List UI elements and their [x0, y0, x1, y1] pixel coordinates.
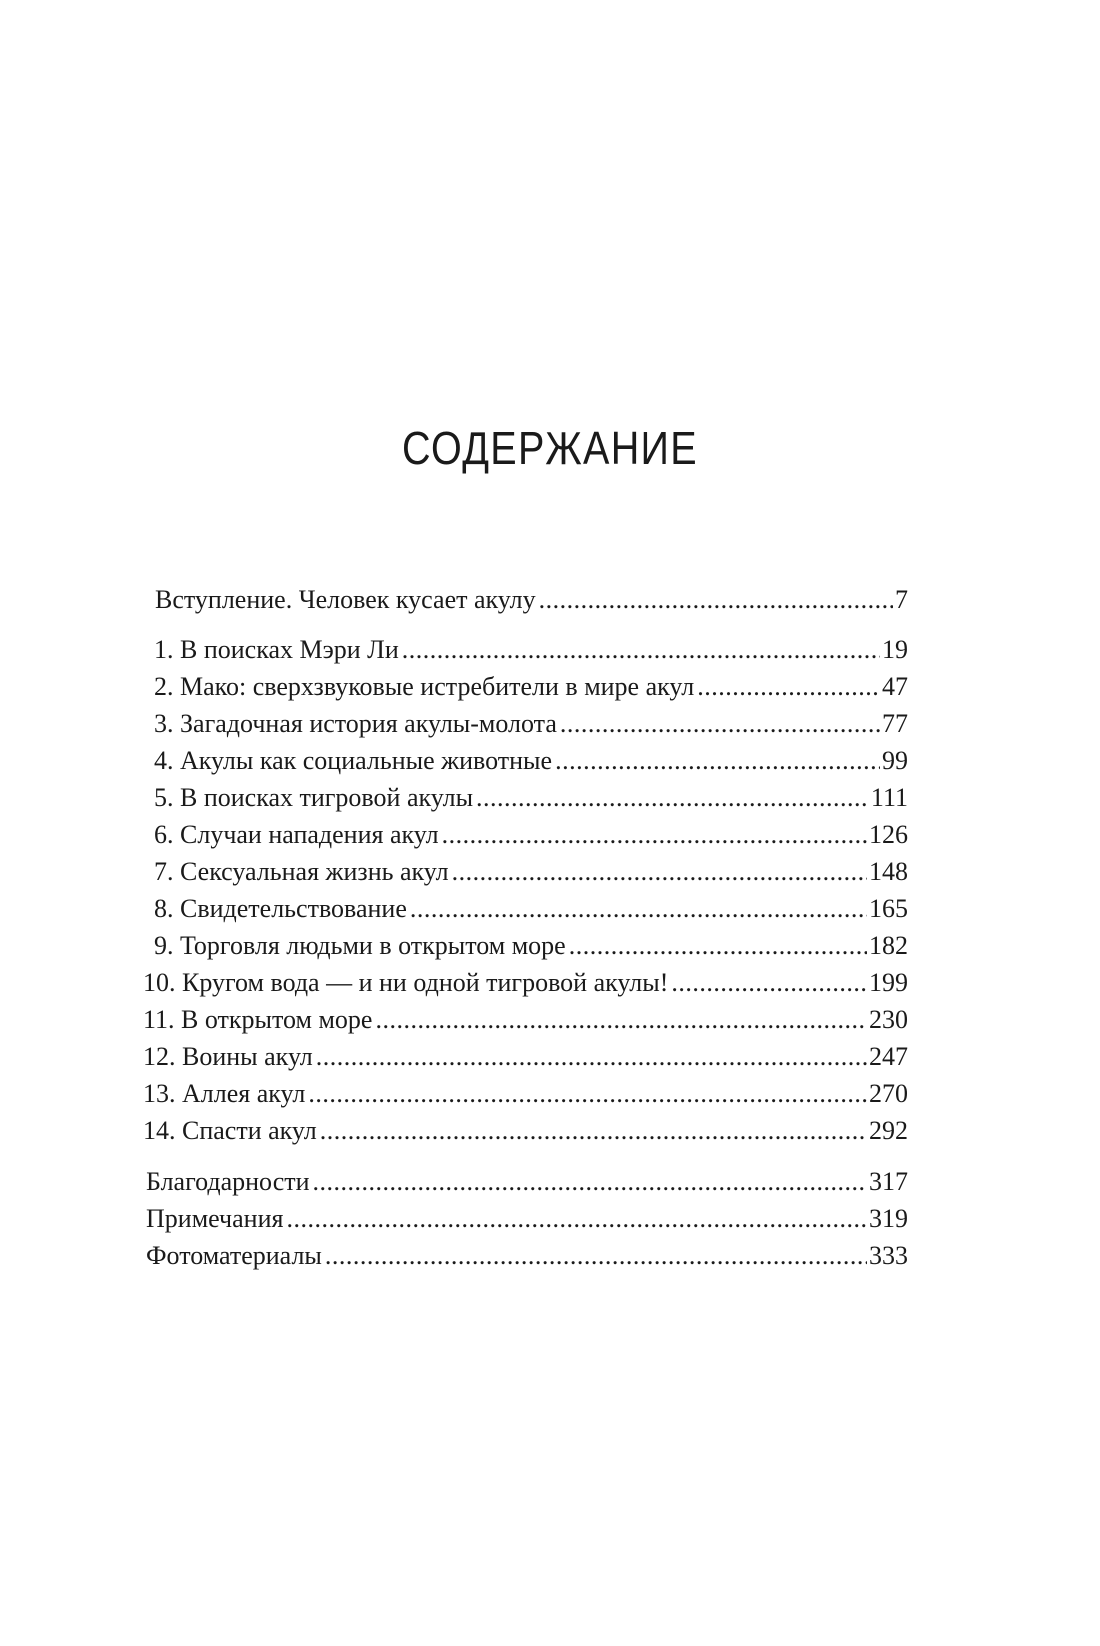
toc-entry-chapter-6[interactable] [154, 817, 908, 853]
toc-entry-chapter-11[interactable] [143, 1002, 908, 1038]
dot-leader [697, 669, 880, 705]
dot-leader [560, 706, 880, 742]
toc-entry-chapter-5[interactable] [154, 780, 908, 816]
toc-entry-label: 14. Спасти акул [143, 1116, 317, 1145]
dot-leader [671, 965, 867, 1001]
toc-entry-label: Фотоматериалы [146, 1241, 322, 1270]
toc-entry-label: 8. Свидетельствование [154, 894, 407, 923]
toc-entry-chapter-10[interactable] [143, 965, 908, 1001]
toc-entry-page: 99 [882, 746, 908, 775]
toc-entry-acknowledgements[interactable] [146, 1164, 908, 1200]
toc-entry-page: 77 [882, 709, 908, 738]
toc-entry-page: 230 [869, 1005, 908, 1034]
toc-entry-page: 7 [895, 585, 908, 614]
toc-entry-label: 10. Кругом вода — и ни одной тигровой акулы! [143, 968, 669, 997]
dot-leader [410, 891, 867, 927]
toc-entry-label: 9. Торговля людьми в открытом море [154, 931, 566, 960]
toc-entry-page: 292 [869, 1116, 908, 1145]
toc-entry-label: 5. В поисках тигровой акулы [154, 783, 474, 812]
dot-leader [313, 1164, 867, 1200]
toc-entry-page: 333 [869, 1241, 908, 1270]
dot-leader [569, 928, 867, 964]
toc-entry-label: 1. В поисках Мэри Ли [154, 635, 399, 664]
toc-entry-page: 148 [869, 857, 908, 886]
dot-leader [452, 854, 867, 890]
dot-leader [375, 1002, 867, 1038]
page-title: СОДЕРЖАНИЕ [402, 422, 698, 474]
toc-entry-chapter-12[interactable] [143, 1039, 908, 1075]
toc-entry-label: 7. Сексуальная жизнь акул [154, 857, 449, 886]
toc-entry-page: 199 [869, 968, 908, 997]
toc-entry-label: 2. Мако: сверхзвуковые истребители в мире акул [154, 672, 695, 701]
dot-leader [476, 780, 869, 816]
toc-entry-chapter-1[interactable] [154, 632, 908, 668]
toc-entry-page: 319 [869, 1204, 908, 1233]
toc-entry-page: 19 [882, 635, 908, 664]
toc-entry-page: 182 [869, 931, 908, 960]
toc-entry-label: Благодарности [146, 1167, 310, 1196]
toc-entry-chapter-3[interactable] [154, 706, 908, 742]
toc-entry-chapter-2[interactable] [154, 669, 908, 705]
toc-entry-chapter-4[interactable] [154, 743, 908, 779]
toc-entry-label: 4. Акулы как социальные животные [154, 746, 553, 775]
dot-leader [402, 632, 880, 668]
toc-entry-page: 317 [869, 1167, 908, 1196]
dot-leader [325, 1238, 867, 1274]
toc-entry-chapter-8[interactable] [154, 891, 908, 927]
dot-leader [316, 1039, 867, 1075]
toc-entry-page: 247 [869, 1042, 908, 1071]
toc-entry-label: 12. Воины акул [143, 1042, 313, 1071]
toc-entry-page: 111 [870, 783, 908, 812]
toc-entry-label: 6. Случаи нападения акул [154, 820, 439, 849]
dot-leader [286, 1201, 867, 1237]
toc-entry-intro[interactable] [155, 582, 908, 618]
toc-entry-page: 47 [882, 672, 908, 701]
toc-entry-label: Вступление. Человек кусает акулу [155, 585, 536, 614]
dot-leader [539, 582, 893, 618]
toc-entry-photos[interactable] [146, 1238, 908, 1274]
toc-entry-chapter-7[interactable] [154, 854, 908, 890]
toc-entry-label: 11. В открытом море [143, 1005, 373, 1034]
dot-leader [442, 817, 867, 853]
dot-leader [308, 1076, 867, 1112]
toc-entry-label: 3. Загадочная история акулы-молота [154, 709, 557, 738]
toc-entry-chapter-14[interactable] [143, 1113, 908, 1149]
dot-leader [555, 743, 880, 779]
toc-entry-label: Примечания [146, 1204, 284, 1233]
dot-leader [320, 1113, 867, 1149]
toc-entry-page: 165 [869, 894, 908, 923]
toc-entry-page: 270 [869, 1079, 908, 1108]
toc-entry-chapter-13[interactable] [143, 1076, 908, 1112]
toc-entry-chapter-9[interactable] [154, 928, 908, 964]
toc-entry-notes[interactable] [146, 1201, 908, 1237]
toc-entry-page: 126 [869, 820, 908, 849]
toc-entry-label: 13. Аллея акул [143, 1079, 306, 1108]
